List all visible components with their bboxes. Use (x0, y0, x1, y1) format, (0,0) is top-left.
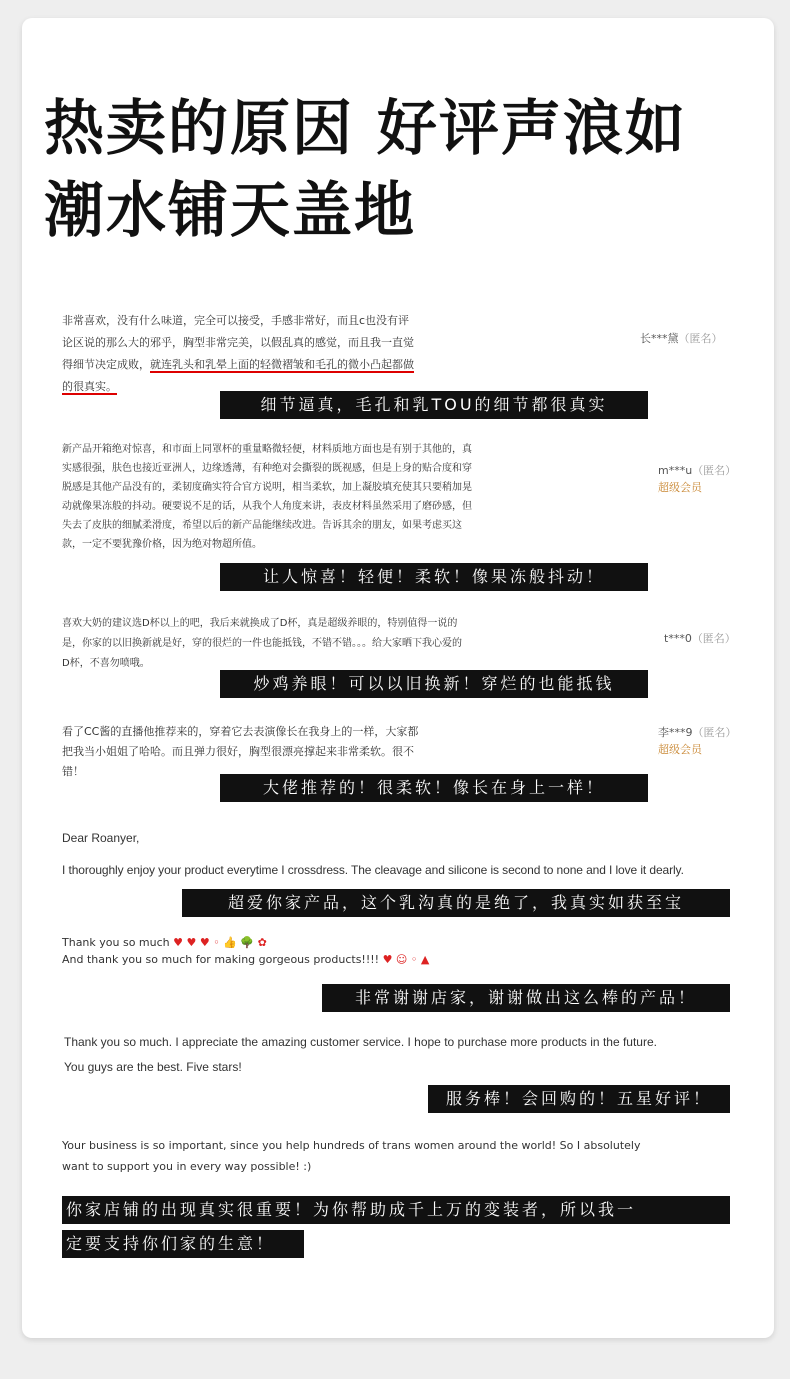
emoji-icon: ♥ ♥ ♥ ◦ 👍 🌳 ✿ (173, 936, 267, 949)
caption-bar-7: 服务棒！会回购的！五星好评！ (428, 1085, 730, 1113)
review-text-2 (62, 440, 542, 554)
caption-bar-9: 定要支持你们家的生意！ (62, 1230, 304, 1258)
review-2-line: 实感很强，肤色也接近亚洲人，边缘透薄，有种绝对会撕裂的既视感，但是上身的贴合度和穿 (62, 463, 472, 474)
caption-bar-5: 超爱你家产品，这个乳沟真的是绝了，我真实如获至宝 (182, 889, 730, 917)
vip-badge: 超级会员 (658, 743, 702, 756)
reviewer-4: 李***9（匿名） 超级会员 (658, 726, 737, 756)
reviewer-3: t***0（匿名） (664, 632, 736, 645)
english-review-3 (64, 1030, 657, 1080)
review-2-line: 新产品开箱绝对惊喜，和市面上同罩杯的重量略微轻便，材料质地方面也是有别于其他的，真 (62, 444, 472, 455)
review-2-line: 款，一定不要犹豫价格，因为绝对物超所值。 (62, 539, 262, 550)
caption-bar-4: 大佬推荐的！很柔软！像长在身上一样！ (220, 774, 648, 802)
english-review-line: Your business is so important, since you help hundreds of trans women around the world! So I absolutely (62, 1139, 641, 1152)
review-3-line: 是，你家的以旧换新就是好，穿的很烂的一件也能抵钱，不错不错。。。给大家晒下我心爱的 (62, 638, 462, 649)
caption-bar-8: 你家店铺的出现真实很重要！为你帮助成千上万的变装者，所以我一 (62, 1196, 730, 1224)
page-headline (44, 88, 744, 252)
review-4-line: 把我当小姐姐了哈哈。而且弹力很好，胸型很漂亮撑起来非常柔软。很不 (62, 745, 414, 758)
english-review-line: And thank you so much for making gorgeous products!!!! ♥ ☺ ◦ ▲ (62, 953, 430, 966)
headline-line-1: 热卖的原因 好评声浪如 (44, 94, 687, 164)
review-1-line: 非常喜欢，没有什么味道，完全可以接受，手感非常好，而且c也没有评 (62, 314, 410, 327)
english-review-line: You guys are the best. Five stars! (64, 1060, 242, 1074)
review-text-3 (62, 614, 542, 674)
english-review-line: Thank you so much ♥ ♥ ♥ ◦ 👍 🌳 ✿ (62, 936, 267, 949)
review-2-line: 脱感是其他产品没有的，柔韧度确实符合官方说明，相当柔软，加上凝胶填充使其只要稍加晃 (62, 482, 472, 493)
review-text-1 (62, 310, 492, 398)
english-review-1 (62, 822, 684, 886)
caption-bar-2: 让人惊喜！轻便！柔软！像果冻般抖动！ (220, 563, 648, 591)
underline-highlight: 的很真实。 (62, 380, 117, 393)
reviewer-1: 长***黛（匿名） (640, 332, 723, 345)
english-review-line: I thoroughly enjoy your product everytime I crossdress. The cleavage and silicone is second to none and I love it dearly. (62, 863, 684, 877)
vip-badge: 超级会员 (658, 481, 702, 494)
english-review-line: Thank you so much. I appreciate the amazing customer service. I hope to purchase more products in the future. (64, 1035, 657, 1049)
review-text-4 (62, 722, 482, 782)
review-3-line: D杯，不喜勿喷哦。 (62, 658, 150, 669)
review-1-line: 论区说的那么大的邪乎，胸型非常完美，以假乱真的感觉，而且我一直觉 (62, 336, 414, 349)
review-4-line: 错！ (62, 765, 84, 778)
review-3-line: 喜欢大奶的建议选D杯以上的吧，我后来就换成了D杯，真是超级养眼的，特别值得一说的 (62, 618, 458, 629)
reviewer-2: m***u（匿名） 超级会员 (658, 464, 737, 494)
review-2-line: 失去了皮肤的细腻柔滑度，希望以后的新产品能继续改进。告诉其余的朋友，如果考虑买这 (62, 520, 462, 531)
emoji-icon: ♥ ☺ ◦ ▲ (382, 953, 430, 966)
headline-line-2: 潮水铺天盖地 (44, 176, 416, 246)
caption-bar-6: 非常谢谢店家，谢谢做出这么棒的产品！ (322, 984, 730, 1012)
underline-highlight: 就连乳头和乳晕上面的轻微褶皱和毛孔的微小凸起都做 (150, 358, 414, 371)
english-review-line: want to support you in every way possible! :) (62, 1160, 312, 1173)
english-review-2 (62, 934, 429, 968)
review-2-line: 动就像果冻般的抖动。硬要说不足的话，从我个人角度来讲，表皮材料虽然采用了磨砂感，但 (62, 501, 472, 512)
caption-bar-3: 炒鸡养眼！可以以旧换新！穿烂的也能抵钱 (220, 670, 648, 698)
review-1-line: 得细节决定成败，就连乳头和乳晕上面的轻微褶皱和毛孔的微小凸起都做 (62, 358, 414, 371)
english-review-4 (62, 1135, 640, 1177)
english-review-line: Dear Roanyer, (62, 831, 140, 845)
caption-bar-1: 细节逼真，毛孔和乳TOU的细节都很真实 (220, 391, 648, 419)
review-4-line: 看了CC酱的直播他推荐来的，穿着它去表演像长在我身上的一样，大家都 (62, 725, 419, 738)
